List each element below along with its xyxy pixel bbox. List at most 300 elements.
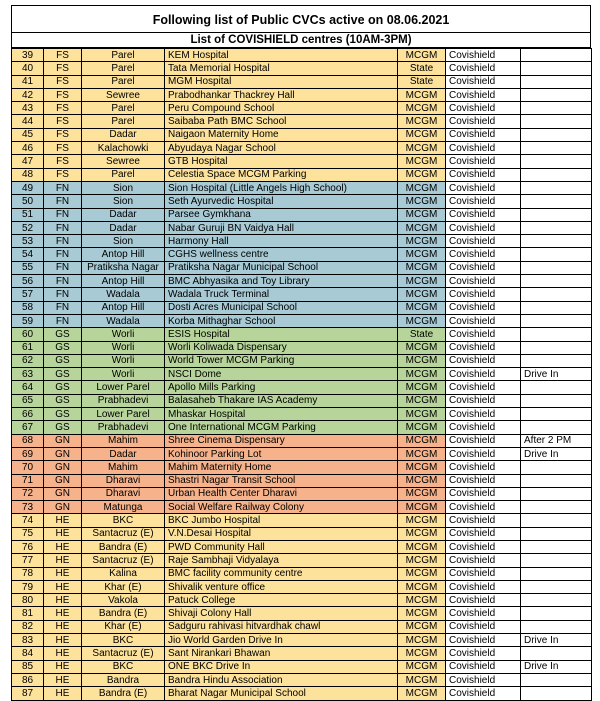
- table-row: [12, 102, 592, 115]
- table-row: [12, 408, 592, 421]
- row-number-cell: 40: [12, 62, 44, 75]
- ward-code-cell: FN: [44, 235, 82, 248]
- vaccine-cell: Covishield: [446, 235, 521, 248]
- centre-name-cell: Bandra Hindu Association: [165, 673, 398, 686]
- table-row: [12, 168, 592, 181]
- location-cell: Kalina: [82, 567, 165, 580]
- row-number-cell: 62: [12, 354, 44, 367]
- location-cell: Antop Hill: [82, 275, 165, 288]
- table-row: [12, 128, 592, 141]
- ward-code-cell: GN: [44, 501, 82, 514]
- row-number-cell: 43: [12, 102, 44, 115]
- owner-cell: MCGM: [398, 168, 446, 181]
- ward-code-cell: FN: [44, 275, 82, 288]
- ward-code-cell: FS: [44, 62, 82, 75]
- location-cell: BKC: [82, 514, 165, 527]
- table-row: [12, 447, 592, 460]
- owner-cell: MCGM: [398, 527, 446, 540]
- centre-name-cell: One International MCGM Parking: [165, 421, 398, 434]
- note-cell: [521, 62, 592, 75]
- ward-code-cell: HE: [44, 554, 82, 567]
- table-row: [12, 687, 592, 700]
- vaccine-cell: Covishield: [446, 155, 521, 168]
- table-row: [12, 554, 592, 567]
- vaccine-cell: Covishield: [446, 527, 521, 540]
- owner-cell: MCGM: [398, 88, 446, 101]
- owner-cell: MCGM: [398, 474, 446, 487]
- vaccine-cell: Covishield: [446, 580, 521, 593]
- ward-code-cell: HE: [44, 673, 82, 686]
- vaccine-cell: Covishield: [446, 49, 521, 62]
- ward-code-cell: HE: [44, 607, 82, 620]
- ward-code-cell: FN: [44, 221, 82, 234]
- centre-name-cell: Shastri Nagar Transit School: [165, 474, 398, 487]
- table-row: [12, 540, 592, 553]
- row-number-cell: 49: [12, 181, 44, 194]
- owner-cell: MCGM: [398, 594, 446, 607]
- owner-cell: MCGM: [398, 421, 446, 434]
- location-cell: Bandra (E): [82, 540, 165, 553]
- centre-name-cell: Abyudaya Nagar School: [165, 142, 398, 155]
- centre-name-cell: Tata Memorial Hospital: [165, 62, 398, 75]
- note-cell: [521, 314, 592, 327]
- owner-cell: MCGM: [398, 540, 446, 553]
- vaccine-cell: Covishield: [446, 554, 521, 567]
- row-number-cell: 66: [12, 408, 44, 421]
- centre-name-cell: Seth Ayurvedic Hospital: [165, 195, 398, 208]
- centre-name-cell: BMC Abhyasika and Toy Library: [165, 275, 398, 288]
- note-cell: [521, 461, 592, 474]
- ward-code-cell: GS: [44, 381, 82, 394]
- location-cell: Dharavi: [82, 487, 165, 500]
- row-number-cell: 46: [12, 142, 44, 155]
- vaccine-cell: Covishield: [446, 288, 521, 301]
- table-row: [12, 421, 592, 434]
- ward-code-cell: GS: [44, 408, 82, 421]
- vaccine-cell: Covishield: [446, 368, 521, 381]
- note-cell: [521, 421, 592, 434]
- ward-code-cell: HE: [44, 687, 82, 700]
- note-cell: [521, 328, 592, 341]
- owner-cell: MCGM: [398, 554, 446, 567]
- ward-code-cell: HE: [44, 527, 82, 540]
- vaccine-cell: Covishield: [446, 594, 521, 607]
- ward-code-cell: GN: [44, 434, 82, 447]
- location-cell: Bandra (E): [82, 607, 165, 620]
- location-cell: Parel: [82, 102, 165, 115]
- location-cell: Parel: [82, 62, 165, 75]
- row-number-cell: 63: [12, 368, 44, 381]
- note-cell: [521, 168, 592, 181]
- owner-cell: MCGM: [398, 341, 446, 354]
- ward-code-cell: FS: [44, 128, 82, 141]
- row-number-cell: 54: [12, 248, 44, 261]
- centre-name-cell: KEM Hospital: [165, 49, 398, 62]
- row-number-cell: 70: [12, 461, 44, 474]
- table-row: [12, 594, 592, 607]
- row-number-cell: 68: [12, 434, 44, 447]
- table-row: [12, 75, 592, 88]
- centre-name-cell: Peru Compound School: [165, 102, 398, 115]
- ward-code-cell: HE: [44, 580, 82, 593]
- table-row: [12, 381, 592, 394]
- location-cell: Khar (E): [82, 620, 165, 633]
- note-cell: [521, 487, 592, 500]
- location-cell: Parel: [82, 115, 165, 128]
- table-row: [12, 673, 592, 686]
- note-cell: [521, 142, 592, 155]
- row-number-cell: 71: [12, 474, 44, 487]
- note-cell: [521, 155, 592, 168]
- owner-cell: MCGM: [398, 275, 446, 288]
- vaccine-cell: Covishield: [446, 381, 521, 394]
- ward-code-cell: HE: [44, 567, 82, 580]
- vaccine-cell: Covishield: [446, 501, 521, 514]
- row-number-cell: 56: [12, 275, 44, 288]
- location-cell: Sewree: [82, 155, 165, 168]
- vaccine-cell: Covishield: [446, 115, 521, 128]
- row-number-cell: 55: [12, 261, 44, 274]
- ward-code-cell: FN: [44, 248, 82, 261]
- location-cell: Wadala: [82, 314, 165, 327]
- vaccine-cell: Covishield: [446, 660, 521, 673]
- owner-cell: MCGM: [398, 314, 446, 327]
- note-cell: After 2 PM: [521, 434, 592, 447]
- row-number-cell: 52: [12, 221, 44, 234]
- note-cell: [521, 115, 592, 128]
- table-row: [12, 155, 592, 168]
- row-number-cell: 81: [12, 607, 44, 620]
- ward-code-cell: HE: [44, 660, 82, 673]
- vaccine-cell: Covishield: [446, 354, 521, 367]
- owner-cell: MCGM: [398, 580, 446, 593]
- note-cell: [521, 527, 592, 540]
- vaccine-cell: Covishield: [446, 314, 521, 327]
- note-cell: [521, 181, 592, 194]
- location-cell: Kalachowki: [82, 142, 165, 155]
- table-row: [12, 354, 592, 367]
- table-row: [12, 514, 592, 527]
- note-cell: [521, 275, 592, 288]
- ward-code-cell: HE: [44, 594, 82, 607]
- vaccine-cell: Covishield: [446, 248, 521, 261]
- owner-cell: MCGM: [398, 687, 446, 700]
- note-cell: [521, 208, 592, 221]
- vaccine-cell: Covishield: [446, 142, 521, 155]
- table-row: [12, 235, 592, 248]
- location-cell: Parel: [82, 168, 165, 181]
- table-row: [12, 88, 592, 101]
- owner-cell: MCGM: [398, 128, 446, 141]
- note-cell: Drive In: [521, 660, 592, 673]
- ward-code-cell: FS: [44, 142, 82, 155]
- note-cell: [521, 235, 592, 248]
- ward-code-cell: HE: [44, 540, 82, 553]
- table-row: [12, 49, 592, 62]
- location-cell: Dadar: [82, 128, 165, 141]
- location-cell: Prabhadevi: [82, 394, 165, 407]
- table-row: [12, 501, 592, 514]
- centre-name-cell: Mhaskar Hospital: [165, 408, 398, 421]
- owner-cell: MCGM: [398, 368, 446, 381]
- location-cell: Antop Hill: [82, 301, 165, 314]
- centre-name-cell: Prabodhankar Thackrey Hall: [165, 88, 398, 101]
- row-number-cell: 82: [12, 620, 44, 633]
- location-cell: Matunga: [82, 501, 165, 514]
- owner-cell: MCGM: [398, 501, 446, 514]
- vaccine-cell: Covishield: [446, 673, 521, 686]
- vaccine-cell: Covishield: [446, 221, 521, 234]
- ward-code-cell: GS: [44, 341, 82, 354]
- centre-name-cell: Nabar Guruji BN Vaidya Hall: [165, 221, 398, 234]
- row-number-cell: 76: [12, 540, 44, 553]
- owner-cell: MCGM: [398, 461, 446, 474]
- ward-code-cell: GS: [44, 394, 82, 407]
- owner-cell: State: [398, 62, 446, 75]
- vaccine-cell: Covishield: [446, 421, 521, 434]
- ward-code-cell: GN: [44, 487, 82, 500]
- row-number-cell: 60: [12, 328, 44, 341]
- owner-cell: MCGM: [398, 567, 446, 580]
- location-cell: Dadar: [82, 208, 165, 221]
- table-body: [12, 49, 592, 701]
- location-cell: Sewree: [82, 88, 165, 101]
- location-cell: Parel: [82, 75, 165, 88]
- row-number-cell: 50: [12, 195, 44, 208]
- centre-name-cell: Patuck College: [165, 594, 398, 607]
- ward-code-cell: FN: [44, 195, 82, 208]
- row-number-cell: 39: [12, 49, 44, 62]
- centre-name-cell: Sion Hospital (Little Angels High School): [165, 181, 398, 194]
- note-cell: [521, 102, 592, 115]
- vaccine-cell: Covishield: [446, 447, 521, 460]
- centre-name-cell: Social Welfare Railway Colony: [165, 501, 398, 514]
- vaccine-cell: Covishield: [446, 208, 521, 221]
- owner-cell: MCGM: [398, 487, 446, 500]
- note-cell: [521, 288, 592, 301]
- centre-name-cell: Apollo Mills Parking: [165, 381, 398, 394]
- table-row: [12, 487, 592, 500]
- owner-cell: MCGM: [398, 447, 446, 460]
- owner-cell: MCGM: [398, 115, 446, 128]
- centre-name-cell: Urban Health Center Dharavi: [165, 487, 398, 500]
- centre-name-cell: Shivalik venture office: [165, 580, 398, 593]
- ward-code-cell: FN: [44, 314, 82, 327]
- location-cell: Worli: [82, 328, 165, 341]
- ward-code-cell: GN: [44, 447, 82, 460]
- owner-cell: MCGM: [398, 261, 446, 274]
- row-number-cell: 65: [12, 394, 44, 407]
- table-row: [12, 660, 592, 673]
- row-number-cell: 47: [12, 155, 44, 168]
- table-row: [12, 461, 592, 474]
- ward-code-cell: HE: [44, 620, 82, 633]
- cvc-list-sheet: [11, 5, 591, 701]
- centre-name-cell: PWD Community Hall: [165, 540, 398, 553]
- row-number-cell: 48: [12, 168, 44, 181]
- table-row: [12, 634, 592, 647]
- note-cell: [521, 128, 592, 141]
- centre-name-cell: Sadguru rahivasi hitvardhak chawl: [165, 620, 398, 633]
- row-number-cell: 80: [12, 594, 44, 607]
- ward-code-cell: FS: [44, 155, 82, 168]
- location-cell: Santacruz (E): [82, 554, 165, 567]
- owner-cell: MCGM: [398, 288, 446, 301]
- centre-name-cell: BKC Jumbo Hospital: [165, 514, 398, 527]
- owner-cell: MCGM: [398, 354, 446, 367]
- vaccine-cell: Covishield: [446, 275, 521, 288]
- table-row: [12, 567, 592, 580]
- table-row: [12, 647, 592, 660]
- ward-code-cell: FS: [44, 49, 82, 62]
- owner-cell: MCGM: [398, 394, 446, 407]
- ward-code-cell: FN: [44, 181, 82, 194]
- table-row: [12, 115, 592, 128]
- centre-name-cell: Saibaba Path BMC School: [165, 115, 398, 128]
- vaccine-cell: Covishield: [446, 434, 521, 447]
- location-cell: Pratiksha Nagar: [82, 261, 165, 274]
- ward-code-cell: FN: [44, 301, 82, 314]
- row-number-cell: 58: [12, 301, 44, 314]
- row-number-cell: 78: [12, 567, 44, 580]
- owner-cell: MCGM: [398, 514, 446, 527]
- vaccine-cell: Covishield: [446, 567, 521, 580]
- table-row: [12, 275, 592, 288]
- table-row: [12, 208, 592, 221]
- centre-name-cell: Jio World Garden Drive In: [165, 634, 398, 647]
- sheet-subtitle: List of COVISHIELD centres (10AM-3PM): [11, 33, 591, 48]
- table-row: [12, 607, 592, 620]
- ward-code-cell: HE: [44, 647, 82, 660]
- row-number-cell: 83: [12, 634, 44, 647]
- vaccine-cell: Covishield: [446, 408, 521, 421]
- note-cell: [521, 554, 592, 567]
- location-cell: Prabhadevi: [82, 421, 165, 434]
- note-cell: [521, 88, 592, 101]
- note-cell: Drive In: [521, 447, 592, 460]
- vaccine-cell: Covishield: [446, 514, 521, 527]
- vaccine-cell: Covishield: [446, 647, 521, 660]
- note-cell: [521, 647, 592, 660]
- sheet-title: Following list of Public CVCs active on 08.06.2021: [11, 5, 591, 33]
- centre-name-cell: Korba Mithaghar School: [165, 314, 398, 327]
- table-row: [12, 221, 592, 234]
- vaccine-cell: Covishield: [446, 687, 521, 700]
- row-number-cell: 61: [12, 341, 44, 354]
- location-cell: Worli: [82, 341, 165, 354]
- location-cell: Lower Parel: [82, 408, 165, 421]
- ward-code-cell: FS: [44, 115, 82, 128]
- location-cell: Worli: [82, 368, 165, 381]
- ward-code-cell: FS: [44, 75, 82, 88]
- table-row: [12, 620, 592, 633]
- vaccine-cell: Covishield: [446, 620, 521, 633]
- table-row: [12, 394, 592, 407]
- vaccine-cell: Covishield: [446, 394, 521, 407]
- vaccine-cell: Covishield: [446, 261, 521, 274]
- note-cell: [521, 514, 592, 527]
- centre-name-cell: Pratiksha Nagar Municipal School: [165, 261, 398, 274]
- table-row: [12, 142, 592, 155]
- location-cell: BKC: [82, 634, 165, 647]
- owner-cell: MCGM: [398, 102, 446, 115]
- ward-code-cell: GS: [44, 421, 82, 434]
- centres-table: [11, 48, 592, 701]
- centre-name-cell: Harmony Hall: [165, 235, 398, 248]
- centre-name-cell: Naigaon Maternity Home: [165, 128, 398, 141]
- ward-code-cell: FN: [44, 261, 82, 274]
- vaccine-cell: Covishield: [446, 102, 521, 115]
- note-cell: [521, 301, 592, 314]
- location-cell: Dadar: [82, 221, 165, 234]
- location-cell: Mahim: [82, 461, 165, 474]
- centre-name-cell: Shree Cinema Dispensary: [165, 434, 398, 447]
- location-cell: Antop Hill: [82, 248, 165, 261]
- row-number-cell: 57: [12, 288, 44, 301]
- note-cell: [521, 607, 592, 620]
- note-cell: [521, 341, 592, 354]
- location-cell: Worli: [82, 354, 165, 367]
- vaccine-cell: Covishield: [446, 195, 521, 208]
- owner-cell: MCGM: [398, 607, 446, 620]
- vaccine-cell: Covishield: [446, 88, 521, 101]
- owner-cell: MCGM: [398, 155, 446, 168]
- owner-cell: MCGM: [398, 195, 446, 208]
- note-cell: [521, 75, 592, 88]
- note-cell: [521, 567, 592, 580]
- location-cell: Parel: [82, 49, 165, 62]
- note-cell: [521, 594, 592, 607]
- location-cell: Santacruz (E): [82, 647, 165, 660]
- row-number-cell: 69: [12, 447, 44, 460]
- note-cell: [521, 394, 592, 407]
- note-cell: [521, 261, 592, 274]
- table-row: [12, 62, 592, 75]
- location-cell: Wadala: [82, 288, 165, 301]
- vaccine-cell: Covishield: [446, 634, 521, 647]
- owner-cell: MCGM: [398, 142, 446, 155]
- vaccine-cell: Covishield: [446, 461, 521, 474]
- vaccine-cell: Covishield: [446, 341, 521, 354]
- location-cell: Sion: [82, 195, 165, 208]
- centre-name-cell: MGM Hospital: [165, 75, 398, 88]
- note-cell: [521, 673, 592, 686]
- table-row: [12, 527, 592, 540]
- ward-code-cell: FS: [44, 88, 82, 101]
- row-number-cell: 67: [12, 421, 44, 434]
- ward-code-cell: FS: [44, 102, 82, 115]
- owner-cell: MCGM: [398, 434, 446, 447]
- centre-name-cell: Dosti Acres Municipal School: [165, 301, 398, 314]
- note-cell: [521, 354, 592, 367]
- location-cell: Dadar: [82, 447, 165, 460]
- centre-name-cell: Balasaheb Thakare IAS Academy: [165, 394, 398, 407]
- note-cell: Drive In: [521, 634, 592, 647]
- row-number-cell: 77: [12, 554, 44, 567]
- row-number-cell: 72: [12, 487, 44, 500]
- vaccine-cell: Covishield: [446, 301, 521, 314]
- table-row: [12, 580, 592, 593]
- location-cell: Bandra: [82, 673, 165, 686]
- table-row: [12, 195, 592, 208]
- row-number-cell: 84: [12, 647, 44, 660]
- owner-cell: State: [398, 75, 446, 88]
- centre-name-cell: Shivaji Colony Hall: [165, 607, 398, 620]
- row-number-cell: 45: [12, 128, 44, 141]
- row-number-cell: 53: [12, 235, 44, 248]
- owner-cell: MCGM: [398, 221, 446, 234]
- centre-name-cell: World Tower MCGM Parking: [165, 354, 398, 367]
